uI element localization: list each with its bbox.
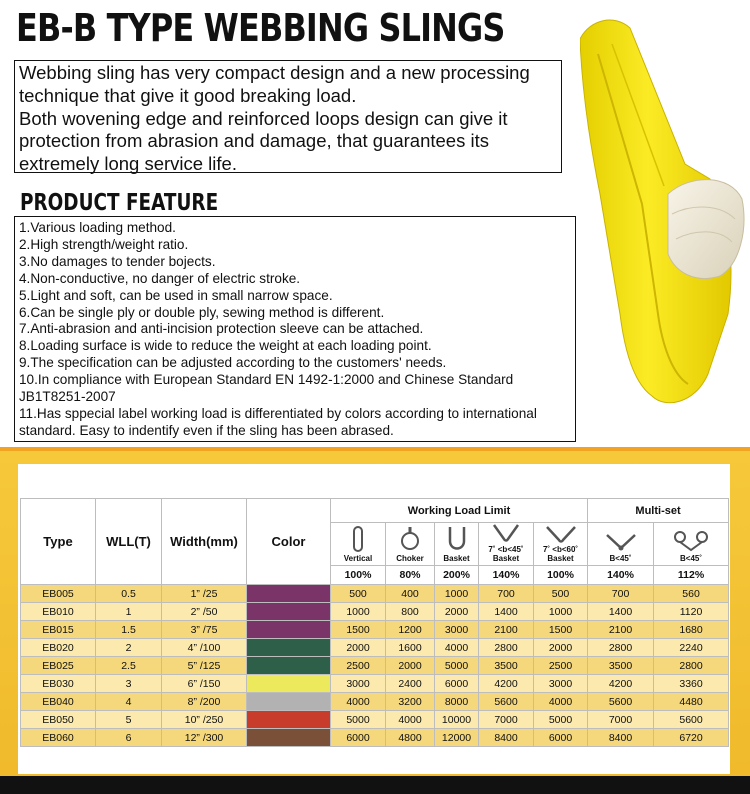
- method-label: Choker: [396, 554, 424, 563]
- cell-load: 3000: [435, 621, 479, 639]
- color-swatch: [247, 729, 330, 746]
- method-multiset-2: [654, 523, 729, 566]
- cell-width: 8” /200: [162, 693, 247, 711]
- cell-load: 4200: [588, 675, 654, 693]
- cell-color: [247, 621, 331, 639]
- cell-load: 4000: [331, 693, 386, 711]
- cell-load: 2800: [588, 639, 654, 657]
- intro-box: [14, 60, 562, 173]
- cell-load: 2100: [588, 621, 654, 639]
- intro-paragraph: Both wovening edge and reinforced loops design can give it protection from abrasion and damage, that guarantees its extremely long service life.: [19, 107, 508, 175]
- cell-width: 5” /125: [162, 657, 247, 675]
- cell-load: 7000: [479, 711, 534, 729]
- table-row: [21, 621, 729, 639]
- header-wll: WLL(T): [96, 499, 162, 585]
- cell-load: 560: [654, 585, 729, 603]
- cell-load: 12000: [435, 729, 479, 747]
- header-width: Width(mm): [162, 499, 247, 585]
- webbing-sling-photo: [580, 14, 745, 414]
- feature-item: 7.Anti-abrasion and anti-incision protection sleeve can be attached.: [19, 321, 424, 337]
- cell-load: 2800: [479, 639, 534, 657]
- basket-hitch-icon: [446, 526, 468, 552]
- cell-type: EB010: [21, 603, 96, 621]
- cell-wll: 3: [96, 675, 162, 693]
- table-row: [21, 585, 729, 603]
- cell-load: 1400: [479, 603, 534, 621]
- cell-load: 5000: [435, 657, 479, 675]
- header-color: Color: [247, 499, 331, 585]
- cell-load: 1500: [534, 621, 588, 639]
- cell-color: [247, 585, 331, 603]
- cell-color: [247, 675, 331, 693]
- table-row: [21, 711, 729, 729]
- feature-item: 1.Various loading method.: [19, 220, 176, 235]
- header-type: Type: [21, 499, 96, 585]
- cell-color: [247, 657, 331, 675]
- cell-wll: 1.5: [96, 621, 162, 639]
- cell-load: 4000: [534, 693, 588, 711]
- cell-load: 8400: [479, 729, 534, 747]
- table-row: [21, 657, 729, 675]
- cell-load: 5600: [479, 693, 534, 711]
- cell-load: 2400: [386, 675, 435, 693]
- method-label: 7˚ <b<60˚ Basket: [542, 545, 579, 563]
- multi-leg-choker-icon: [671, 530, 711, 552]
- method-label: Basket: [443, 554, 470, 563]
- color-swatch: [247, 675, 330, 692]
- cell-load: 5600: [654, 711, 729, 729]
- table-row: [21, 675, 729, 693]
- color-swatch: [247, 693, 330, 710]
- cell-load: 4480: [654, 693, 729, 711]
- method-label: 7˚ <b<45˚ Basket: [488, 545, 524, 563]
- method-basket: [435, 523, 479, 566]
- color-swatch: [247, 639, 330, 656]
- cell-load: 5600: [588, 693, 654, 711]
- cell-width: 2” /50: [162, 603, 247, 621]
- choker-hitch-icon: [399, 526, 421, 552]
- cell-wll: 4: [96, 693, 162, 711]
- cell-load: 2000: [534, 639, 588, 657]
- cell-load: 6000: [435, 675, 479, 693]
- cell-load: 6000: [534, 729, 588, 747]
- method-basket-45: [479, 523, 534, 566]
- color-swatch: [247, 621, 330, 638]
- cell-load: 3200: [386, 693, 435, 711]
- cell-load: 500: [331, 585, 386, 603]
- cell-wll: 2.5: [96, 657, 162, 675]
- method-label: B<45˚: [609, 554, 632, 563]
- cell-type: EB050: [21, 711, 96, 729]
- cell-color: [247, 639, 331, 657]
- banner-top-strip: [0, 447, 750, 451]
- cell-load: 700: [588, 585, 654, 603]
- angled-basket-45-icon: [491, 523, 521, 543]
- cell-load: 2500: [534, 657, 588, 675]
- cell-load: 1000: [534, 603, 588, 621]
- feature-item: 6.Can be single ply or double ply, sewing method is different.: [19, 304, 385, 320]
- table-row: [21, 639, 729, 657]
- cell-load: 2000: [435, 603, 479, 621]
- cell-load: 2000: [331, 639, 386, 657]
- table-row: [21, 603, 729, 621]
- feature-item: 2.High strength/weight ratio.: [19, 236, 189, 252]
- cell-type: EB020: [21, 639, 96, 657]
- method-vertical: [331, 523, 386, 566]
- cell-wll: 5: [96, 711, 162, 729]
- factor-cell: 100%: [534, 566, 588, 585]
- cell-wll: 6: [96, 729, 162, 747]
- table-row: [21, 693, 729, 711]
- cell-load: 1000: [331, 603, 386, 621]
- cell-load: 1500: [331, 621, 386, 639]
- cell-load: 8400: [588, 729, 654, 747]
- feature-heading: PRODUCT FEATURE: [20, 190, 219, 216]
- page-title: EB-B TYPE WEBBING SLINGS: [16, 6, 505, 50]
- cell-load: 4000: [386, 711, 435, 729]
- cell-load: 4200: [479, 675, 534, 693]
- cell-width: 10” /250: [162, 711, 247, 729]
- cell-type: EB025: [21, 657, 96, 675]
- intro-paragraph: Webbing sling has very compact design and a new processing technique that give it good breaking load.: [19, 62, 530, 106]
- header-working-load-limit: Working Load Limit: [331, 499, 588, 523]
- cell-load: 2500: [331, 657, 386, 675]
- method-label: B<45˚: [680, 554, 703, 563]
- cell-type: EB060: [21, 729, 96, 747]
- cell-load: 2100: [479, 621, 534, 639]
- cell-load: 6000: [331, 729, 386, 747]
- cell-load: 8000: [435, 693, 479, 711]
- method-multiset-1: [588, 523, 654, 566]
- cell-width: 1” /25: [162, 585, 247, 603]
- factor-cell: 100%: [331, 566, 386, 585]
- cell-type: EB030: [21, 675, 96, 693]
- multi-leg-sling-icon: [604, 532, 638, 552]
- cell-load: 2800: [654, 657, 729, 675]
- cell-load: 3000: [534, 675, 588, 693]
- cell-load: 1680: [654, 621, 729, 639]
- color-swatch: [247, 711, 330, 728]
- cell-color: [247, 711, 331, 729]
- factor-cell: 200%: [435, 566, 479, 585]
- method-basket-60: [534, 523, 588, 566]
- cell-load: 500: [534, 585, 588, 603]
- color-swatch: [247, 585, 330, 602]
- cell-load: 5000: [534, 711, 588, 729]
- method-choker: [386, 523, 435, 566]
- cell-load: 3360: [654, 675, 729, 693]
- cell-type: EB040: [21, 693, 96, 711]
- cell-type: EB005: [21, 585, 96, 603]
- cell-load: 3000: [331, 675, 386, 693]
- cell-load: 1400: [588, 603, 654, 621]
- factor-cell: 112%: [654, 566, 729, 585]
- cell-load: 1000: [435, 585, 479, 603]
- banner-bottom-bar: [0, 776, 750, 794]
- cell-load: 800: [386, 603, 435, 621]
- feature-list: [14, 216, 576, 442]
- cell-load: 3500: [479, 657, 534, 675]
- color-swatch: [247, 657, 330, 674]
- feature-item: 9.The specification can be adjusted according to the customers' needs.: [19, 355, 447, 371]
- feature-item: 5.Light and soft, can be used in small narrow space.: [19, 287, 333, 303]
- cell-wll: 2: [96, 639, 162, 657]
- cell-load: 2240: [654, 639, 729, 657]
- factor-cell: 140%: [479, 566, 534, 585]
- cell-load: 10000: [435, 711, 479, 729]
- feature-item: 11.Has sppecial label working load is differentiated by colors according to international standard. Easy to indentify even if the sling has been abrased.: [19, 405, 537, 438]
- feature-item: 4.Non-conductive, no danger of electric stroke.: [19, 270, 301, 286]
- cell-load: 700: [479, 585, 534, 603]
- factor-cell: 140%: [588, 566, 654, 585]
- cell-load: 5000: [331, 711, 386, 729]
- method-label: Vertical: [343, 554, 373, 563]
- specification-table: [20, 498, 729, 747]
- cell-load: 400: [386, 585, 435, 603]
- factor-cell: 80%: [386, 566, 435, 585]
- cell-width: 4” /100: [162, 639, 247, 657]
- color-swatch: [247, 603, 330, 620]
- cell-wll: 0.5: [96, 585, 162, 603]
- vertical-hitch-icon: [351, 526, 365, 552]
- cell-load: 3500: [588, 657, 654, 675]
- cell-width: 3” /75: [162, 621, 247, 639]
- cell-load: 1120: [654, 603, 729, 621]
- cell-color: [247, 729, 331, 747]
- header-multi-set: Multi-set: [588, 499, 729, 523]
- cell-color: [247, 603, 331, 621]
- cell-color: [247, 693, 331, 711]
- feature-item: 3.No damages to tender bojects.: [19, 253, 216, 269]
- cell-load: 4800: [386, 729, 435, 747]
- cell-load: 1200: [386, 621, 435, 639]
- feature-item: 8.Loading surface is wide to reduce the weight at each loading point.: [19, 338, 432, 354]
- cell-width: 12” /300: [162, 729, 247, 747]
- cell-load: 7000: [588, 711, 654, 729]
- angled-basket-60-icon: [545, 525, 577, 543]
- cell-load: 4000: [435, 639, 479, 657]
- table-row: [21, 729, 729, 747]
- cell-wll: 1: [96, 603, 162, 621]
- cell-type: EB015: [21, 621, 96, 639]
- cell-load: 2000: [386, 657, 435, 675]
- table-body: [21, 585, 729, 747]
- cell-load: 6720: [654, 729, 729, 747]
- cell-load: 1600: [386, 639, 435, 657]
- cell-width: 6” /150: [162, 675, 247, 693]
- feature-item: 10.In compliance with European Standard EN 1492-1:2000 and Chinese Standard JB1T8251-2007: [19, 372, 514, 405]
